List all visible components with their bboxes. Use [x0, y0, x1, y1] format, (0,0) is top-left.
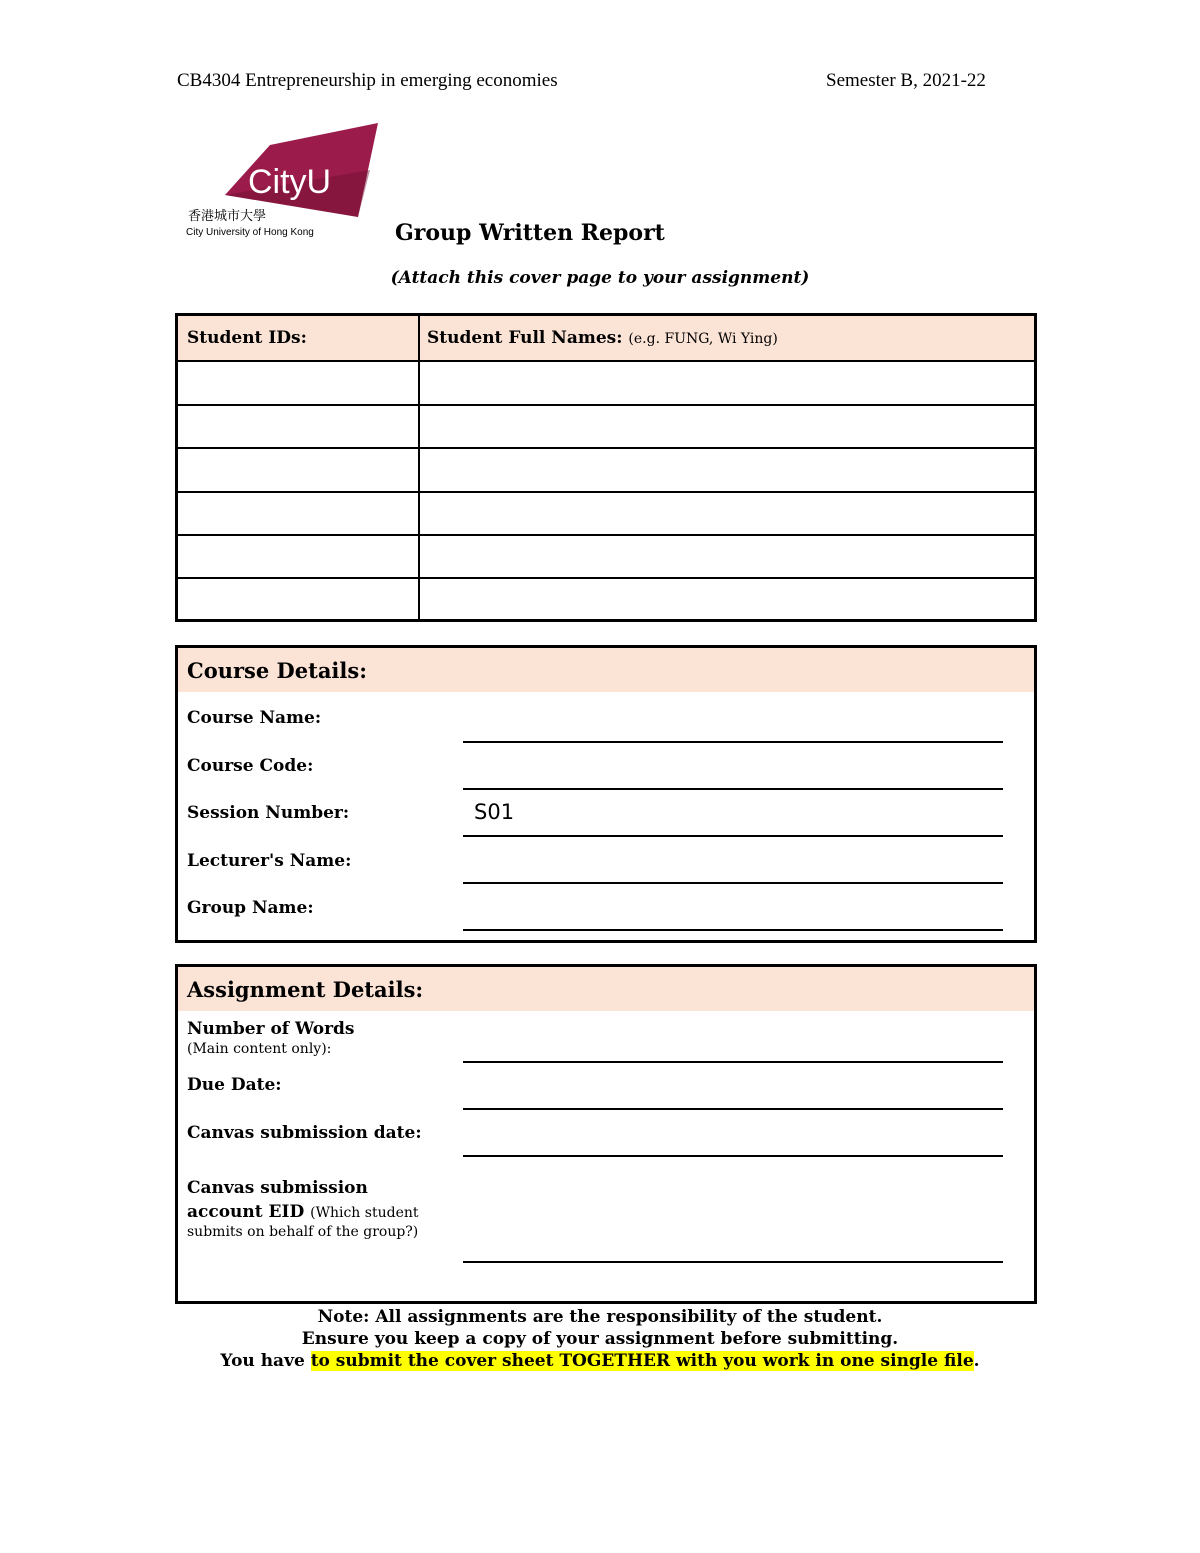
course-name-field[interactable] [463, 741, 1003, 743]
word-count-label: Number of Words [187, 1019, 355, 1039]
highlighted-instruction: to submit the cover sheet TOGETHER with you work in one single file [310, 1351, 974, 1371]
student-id-cell[interactable] [178, 449, 418, 491]
table-row [178, 536, 1034, 579]
student-id-cell[interactable] [178, 406, 418, 447]
canvas-eid-label: Canvas submission [187, 1178, 368, 1198]
student-ids-header: Student IDs: [187, 328, 307, 348]
table-row [178, 362, 1034, 406]
lecturer-name-field[interactable] [463, 882, 1003, 884]
course-details-title: Course Details: [187, 658, 367, 683]
word-count-hint: (Main content only): [187, 1041, 332, 1057]
assignment-details-section [175, 964, 1037, 1304]
student-id-cell[interactable] [178, 579, 418, 619]
session-number-value[interactable]: S01 [474, 800, 515, 824]
student-id-cell[interactable] [178, 536, 418, 577]
word-count-field[interactable] [463, 1061, 1003, 1063]
course-details-header [178, 648, 1034, 692]
lecturer-name-label: Lecturer's Name: [187, 851, 352, 871]
note-line-2: Ensure you keep a copy of your assignment before submitting. [301, 1329, 899, 1349]
canvas-date-field[interactable] [463, 1155, 1003, 1157]
due-date-field[interactable] [463, 1108, 1003, 1110]
session-number-label: Session Number: [187, 803, 350, 823]
canvas-date-label: Canvas submission date: [187, 1123, 422, 1143]
student-table [175, 313, 1037, 622]
table-row [178, 449, 1034, 493]
student-name-cell[interactable] [420, 579, 1032, 619]
course-header: CB4304 Entrepreneurship in emerging economies [177, 70, 558, 91]
course-details-section [175, 645, 1037, 943]
semester-header: Semester B, 2021-22 [826, 70, 986, 91]
course-code-field[interactable] [463, 788, 1003, 790]
group-name-label: Group Name: [187, 898, 314, 918]
logo-wordmark: CityU [248, 163, 332, 201]
table-row [178, 493, 1034, 536]
student-name-cell[interactable] [420, 449, 1032, 491]
canvas-eid-field[interactable] [463, 1261, 1003, 1263]
student-name-cell[interactable] [420, 536, 1032, 577]
names-hint: (e.g. FUNG, Wi Ying) [628, 331, 778, 347]
note-line-3: You have to submit the cover sheet TOGETHER with you work in one single file. [220, 1351, 980, 1371]
student-id-cell[interactable] [178, 362, 418, 404]
page-subtitle: (Attach this cover page to your assignment) [390, 268, 810, 288]
logo-english: City University of Hong Kong [186, 227, 314, 238]
student-name-cell[interactable] [420, 493, 1032, 534]
session-number-field[interactable] [463, 835, 1003, 837]
group-name-field[interactable] [463, 929, 1003, 931]
table-row [178, 579, 1034, 619]
student-name-cell[interactable] [420, 362, 1032, 404]
cityu-logo-graphic [180, 120, 380, 245]
cityu-logo [180, 120, 380, 245]
canvas-eid-hint-2: submits on behalf of the group?) [187, 1224, 419, 1240]
note-line-1: Note: All assignments are the responsibility of the student. [317, 1307, 883, 1327]
assignment-details-header [178, 967, 1034, 1011]
canvas-eid-hint: (Which student [310, 1205, 419, 1221]
table-header-row [178, 316, 1034, 362]
logo-chinese: 香港城市大學 [188, 209, 267, 224]
assignment-details-title: Assignment Details: [187, 977, 424, 1002]
table-row [178, 406, 1034, 449]
page-title: Group Written Report [395, 220, 665, 246]
course-name-label: Course Name: [187, 708, 322, 728]
student-id-cell[interactable] [178, 493, 418, 534]
student-name-cell[interactable] [420, 406, 1032, 447]
due-date-label: Due Date: [187, 1075, 282, 1095]
course-code-label: Course Code: [187, 756, 314, 776]
canvas-eid-label-2: account EID (Which student [187, 1202, 419, 1222]
student-names-header: Student Full Names: (e.g. FUNG, Wi Ying) [427, 328, 778, 348]
